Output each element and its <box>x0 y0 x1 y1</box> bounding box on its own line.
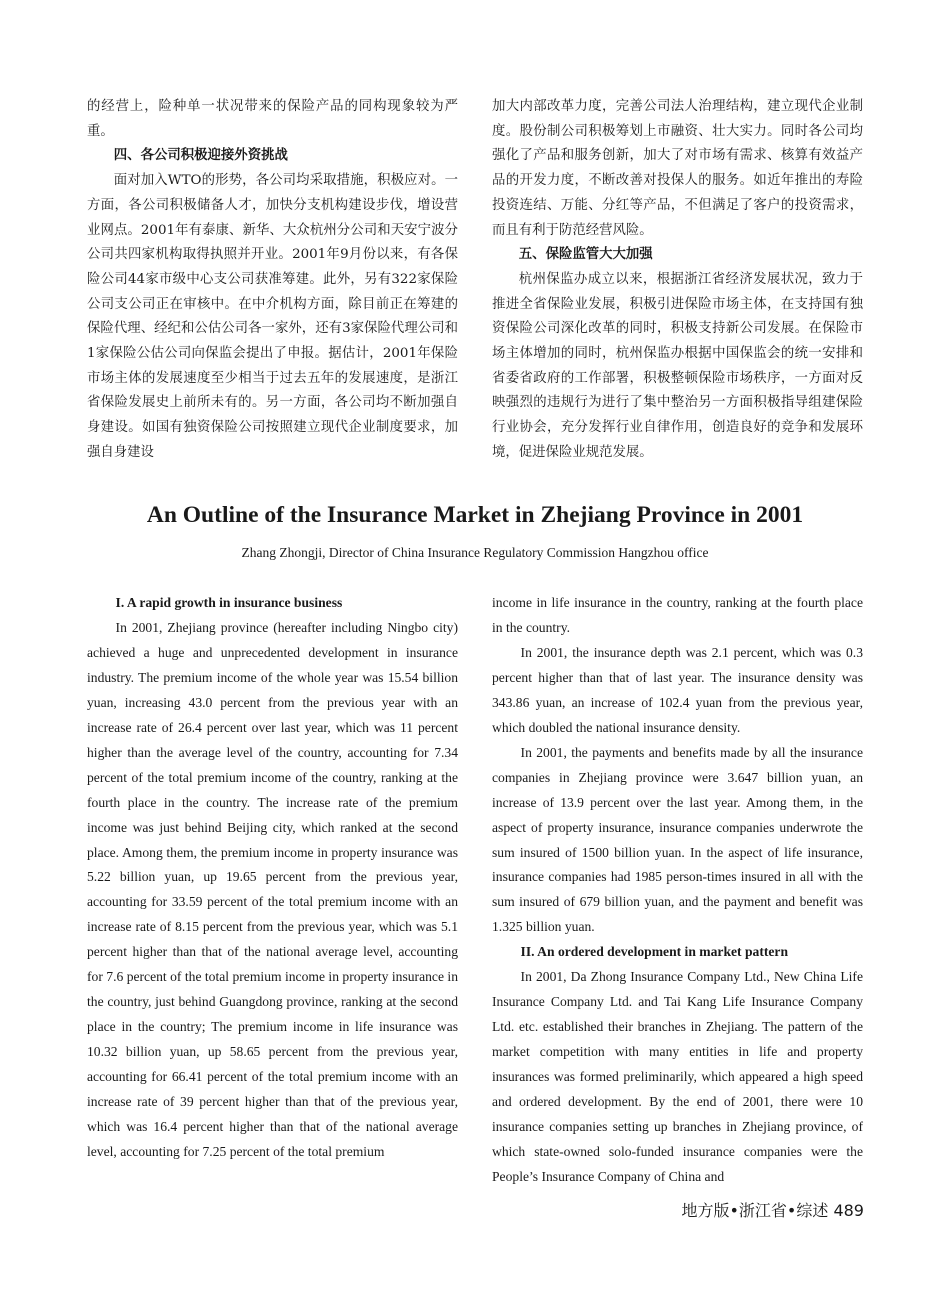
paragraph: In 2001, the payments and benefits made by all the insurance companies in Zhejiang province were 3.647 billion yuan, an increase of 13.9 percent over the last year. Among them, in the aspect of property insurance, insurance companies underwrote the sum insured of 1500 billion yuan. In the aspect of life insurance, insurance companies had 1985 person-times insured in all with the sum insured of 679 billion yuan, and the payment and benefit was 1.325 billion yuan. <box>492 744 863 935</box>
paragraph: 加大内部改革力度，完善公司法人治理结构，建立现代企业制度。股份制公司积极筹划上市融资、壮大实力。同时各公司均强化了产品和服务创新，加大了对市场有需求、核算有效益产品的开发力度，不断改善对投保人的服务。如近年推出的寿险投资连结、万能、分红等产品，不但满足了客户的投资需求，而且有利于防范经营风险。 <box>492 99 863 238</box>
section-heading: II. An ordered development in market pattern <box>520 944 789 960</box>
article-title: An Outline of the Insurance Market in Zhejiang Province in 2001 <box>146 502 804 528</box>
article-author: Zhang Zhongji, Director of China Insurance Regulatory Commission Hangzhou office <box>241 545 709 560</box>
section-heading: 五、保险监管大大加强 <box>518 247 653 263</box>
paragraph: 的经营上，险种单一状况带来的保险产品的同构现象较为严重。 <box>87 99 458 139</box>
paragraph: 杭州保监办成立以来，根据浙江省经济发展状况，致力于推进全省保险业发展，积极引进保险市场主体，在支持国有独资保险公司深化改革的同时，积极支持新公司发展。在保险市场主体增加的同时，杭州保监办根据中国保监会的统一安排和省委省政府的工作部署，积极整顿保险市场秩序，一方面对反映强烈的违规行为进行了集中整治另一方面积极指导组建保险行业协会，充分发挥行业自律作用，创造良好的竞争和发展环境，促进保险业规范发展。 <box>492 271 863 460</box>
paragraph: 面对加入WTO的形势，各公司均采取措施，积极应对。一方面，各公司积极储备人才，加快分支机构建设步伐，增设营业网点。2001年有泰康、新华、大众杭州分公司和天安宁波分公司共四家机构取得执照并开业。2001年9月份以来，有各保险公司44家市级中心支公司获准筹建。此外，另有322家保险公司支公司正在审核中。在中介机构方面，除目前正在筹建的保险代理、经纪和公估公司各一家外，还有3家保险代理公司和1家保险公估公司向保监会提出了申报。据估计，2001年保险市场主体的发展速度至少相当于过去五年的发展速度，是浙江省保险发展史上前所未有的。另一方面，各公司均不断加强自身建设。如国有独资保险公司按照建立现代企业制度要求，加强自身建设 <box>87 173 458 460</box>
english-right-column <box>492 591 863 1190</box>
page-footer: 地方版•浙江省•综述 489 <box>681 1201 864 1220</box>
paragraph: income in life insurance in the country, ranking at the fourth place in the country. <box>492 595 863 635</box>
english-left-column <box>87 591 458 1165</box>
chinese-left-column <box>87 95 458 466</box>
paragraph: In 2001, Zhejiang province (hereafter including Ningbo city) achieved a huge and unprecedented development in insurance industry. The premium income of the whole year was 15.54 billion yuan, increasing 43.0 percent from the previous year with an increase rate of 26.4 percent over last year, which was 11 percent higher than the average level of the country, accounting for 7.34 percent of the total premium income of the country, ranking at the fourth place in the country. The increase rate of the premium income was just behind Beijing city, which ranked at the second place. Among them, the premium income in property insurance was 5.22 billion yuan, up 19.65 percent from the previous year, accounting for 33.59 percent of the total premium income with an increase rate of 8.15 percent from the previous year, which was 5.1 percent higher than that of the national average level, accounting for 7.6 percent of the total premium income in property insurance in the country, just behind Guangdong province, ranking at the second place in the country; The premium income in life insurance was 10.32 billion yuan, up 58.65 percent from the previous year, accounting for 66.41 percent of the total premium income with an increase rate of 39 percent higher than that of the previous year, which was 16.4 percent higher than that of the national average level, accounting for 7.25 percent of the total premium <box>87 619 458 1159</box>
chinese-right-column <box>492 95 863 466</box>
section-heading: I. A rapid growth in insurance business <box>115 595 343 610</box>
paragraph: In 2001, Da Zhong Insurance Company Ltd., New China Life Insurance Company Ltd. and Tai Kang Life Insurance Company Ltd. etc. established their branches in Zhejiang. The pattern of the market competition with many entities in life and property insurances was formed preliminarily, which appeared a high speed and ordered development. By the end of 2001, there were 10 insurance companies setting up branches in Zhejiang province, of which state-owned solo-funded insurance companies were the People’s Insurance Company of China and <box>492 969 863 1184</box>
paragraph: In 2001, the insurance depth was 2.1 percent, which was 0.3 percent higher than that of last year. The insurance density was 343.86 yuan, an increase of 102.4 yuan from the previous year, which doubled the national insurance density. <box>492 644 863 735</box>
section-heading: 四、各公司积极迎接外资挑战 <box>113 148 288 164</box>
